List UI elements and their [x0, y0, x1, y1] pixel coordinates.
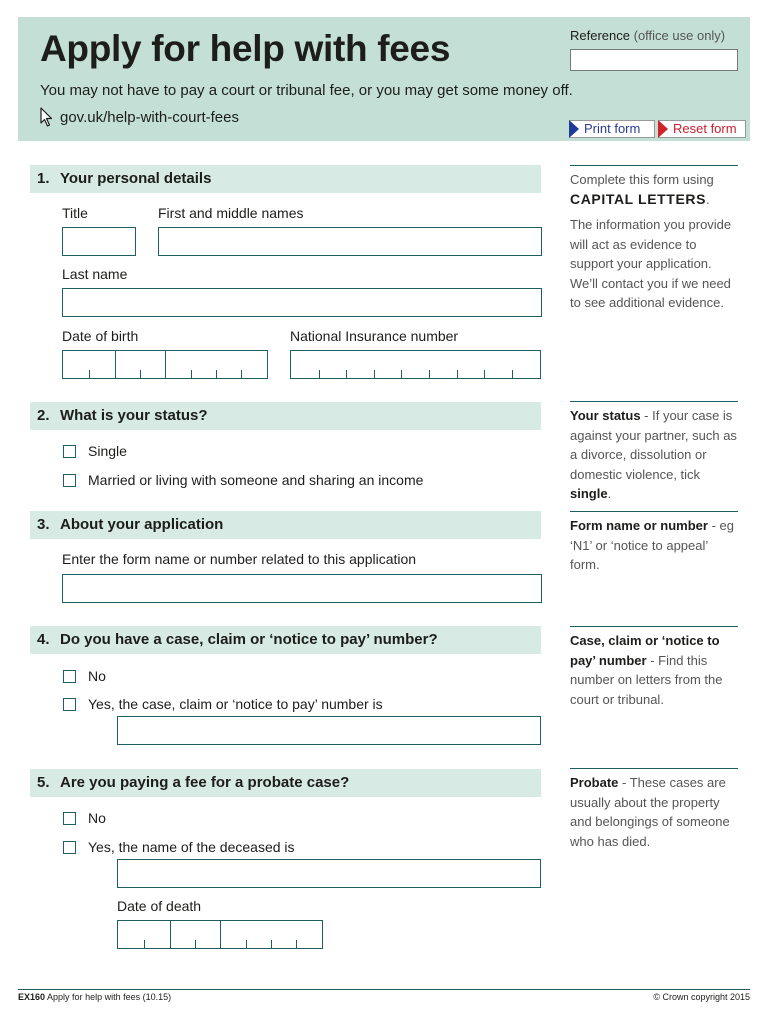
mouse-pointer-icon — [40, 107, 54, 127]
section-4-title: Do you have a case, claim or ‘notice to pay’ number? — [60, 631, 438, 648]
last-name-field[interactable] — [62, 288, 542, 317]
section-3-heading — [0, 511, 541, 539]
section-1-title: Your personal details — [60, 170, 212, 187]
section-3-title: About your application — [60, 516, 224, 533]
dob-label: Date of birth — [62, 328, 139, 344]
sidebar-case-note — [570, 626, 738, 709]
ni-label: National Insurance number — [290, 328, 459, 344]
sidebar-form-note — [570, 511, 738, 575]
section-5-heading — [0, 769, 541, 797]
title-label: Title — [62, 205, 88, 221]
form-text: - eg ‘N1’ or ‘notice to appeal’ form. — [570, 518, 734, 572]
ni-number-field[interactable] — [290, 350, 541, 379]
probate-yes-checkbox[interactable] — [63, 841, 76, 854]
reference-label — [570, 28, 725, 43]
case-strong: Case, claim or ‘notice to pay’ number — [570, 633, 720, 668]
section-5-title: Are you paying a fee for a probate case? — [60, 774, 350, 791]
probate-text: - These cases are usually about the property and belongings of someone who has died. — [570, 775, 730, 849]
reset-form-button[interactable] — [658, 120, 746, 138]
footer-copyright: © Crown copyright 2015 — [653, 992, 750, 1002]
probate-strong: Probate — [570, 775, 619, 790]
print-arrow-icon — [569, 120, 579, 138]
reference-label-sub: (office use only) — [633, 28, 726, 43]
reset-arrow-icon — [658, 120, 668, 138]
sidebar-capital-note — [570, 165, 738, 313]
footer-code: EX160 — [18, 992, 46, 1002]
case-yes-checkbox[interactable] — [63, 698, 76, 711]
capital-post: . — [706, 191, 710, 207]
status-single-strong: single — [570, 486, 608, 501]
section-3-number: 3. — [37, 516, 50, 533]
status-single-checkbox[interactable] — [63, 445, 76, 458]
section-2-heading — [0, 402, 541, 430]
last-name-label: Last name — [62, 266, 128, 282]
case-no-checkbox[interactable] — [63, 670, 76, 683]
dod-label: Date of death — [117, 898, 202, 914]
reference-input[interactable] — [570, 49, 738, 71]
probate-no-label: No — [88, 810, 106, 826]
probate-yes-label: Yes, the name of the deceased is — [88, 839, 295, 855]
evidence-note: The information you provide will act as evidence to support your application. We’ll contact you if we need to see additional evidence. — [570, 217, 732, 310]
title-field[interactable] — [62, 227, 136, 256]
help-link[interactable]: gov.uk/help-with-court-fees — [60, 109, 239, 126]
case-yes-label: Yes, the case, claim or ‘notice to pay’ number is — [88, 696, 383, 712]
section-4-number: 4. — [37, 631, 50, 648]
status-single-label: Single — [88, 443, 127, 459]
print-form-label: Print form — [584, 121, 641, 136]
status-end: . — [607, 486, 612, 501]
reset-form-label: Reset form — [673, 121, 737, 136]
section-5-number: 5. — [37, 774, 50, 791]
dod-field[interactable] — [117, 920, 323, 949]
reference-label-main: Reference — [570, 28, 630, 43]
page-title: Apply for help with fees — [40, 28, 451, 69]
capital-strong: CAPITAL LETTERS — [570, 190, 707, 207]
probate-no-checkbox[interactable] — [63, 812, 76, 825]
capital-pre: Complete this form using — [570, 172, 714, 187]
deceased-name-field[interactable] — [117, 859, 541, 888]
section-2-number: 2. — [37, 407, 50, 424]
sidebar-probate-note — [570, 768, 738, 851]
first-names-field[interactable] — [158, 227, 542, 256]
sidebar-status-note — [570, 401, 738, 504]
case-text: - Find this number on letters from the court or tribunal. — [570, 652, 723, 707]
form-strong: Form name or number — [570, 518, 708, 533]
first-names-label: First and middle names — [158, 205, 304, 221]
case-no-label: No — [88, 668, 106, 684]
footer-form-name: Apply for help with fees (10.15) — [47, 992, 172, 1002]
form-name-field[interactable] — [62, 574, 542, 603]
status-married-label: Married or living with someone and sharing an income — [88, 472, 424, 488]
section-1-heading — [0, 165, 541, 193]
footer-form-id — [18, 992, 171, 1002]
status-text: - If your case is against your partner, such as a divorce, dissolution or domestic violence, tick — [570, 408, 737, 482]
print-form-button[interactable] — [569, 120, 655, 138]
form-name-label: Enter the form name or number related to this application — [62, 551, 417, 567]
intro-text: You may not have to pay a court or tribunal fee, or you may get some money off. — [40, 82, 573, 99]
section-2-title: What is your status? — [60, 407, 208, 424]
section-1-number: 1. — [37, 170, 50, 187]
case-number-field[interactable] — [117, 716, 541, 745]
section-4-heading — [0, 626, 541, 654]
status-strong: Your status — [570, 408, 641, 423]
status-married-checkbox[interactable] — [63, 474, 76, 487]
footer-rule — [18, 989, 750, 990]
dob-field[interactable] — [62, 350, 268, 379]
